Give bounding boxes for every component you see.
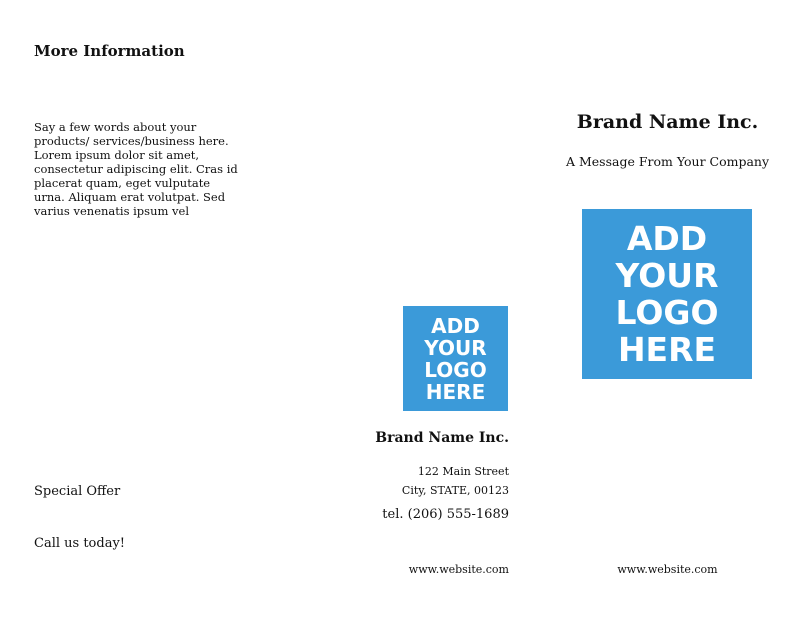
- brand-name-middle: Brand Name Inc.: [375, 430, 509, 446]
- address-line-2: City, STATE, 00123: [401, 484, 509, 497]
- logo-line: HERE: [425, 379, 486, 404]
- description-text: Say a few words about your products/ services/business here. Lorem ipsum dolor sit amet, consectetur adipiscing elit. Cras id placerat quam, eget vulputate urna. Aliquam erat volutpat. Sed varius venenatis ipsum vel: [34, 120, 238, 218]
- special-offer-text: Special Offer: [34, 484, 121, 499]
- brand-name-title: Brand Name Inc.: [576, 111, 759, 133]
- logo-placeholder-small: [403, 306, 508, 411]
- logo-line: YOUR: [424, 335, 487, 360]
- more-information-heading: More Information: [34, 42, 185, 60]
- logo-line: ADD: [626, 219, 708, 258]
- company-tagline: A Message From Your Company: [565, 154, 770, 169]
- logo-line: LOGO: [424, 357, 487, 382]
- website-link-middle[interactable]: www.website.com: [408, 563, 509, 576]
- logo-line: LOGO: [615, 293, 719, 332]
- logo-line: ADD: [431, 313, 480, 338]
- website-link-right[interactable]: www.website.com: [617, 563, 718, 576]
- logo-placeholder-large: [582, 209, 752, 379]
- call-to-action-text: Call us today!: [34, 536, 126, 551]
- logo-line: YOUR: [615, 256, 719, 295]
- address-line-1: 122 Main Street: [417, 465, 509, 478]
- phone-number: tel. (206) 555-1689: [382, 507, 509, 522]
- logo-line: HERE: [617, 330, 717, 369]
